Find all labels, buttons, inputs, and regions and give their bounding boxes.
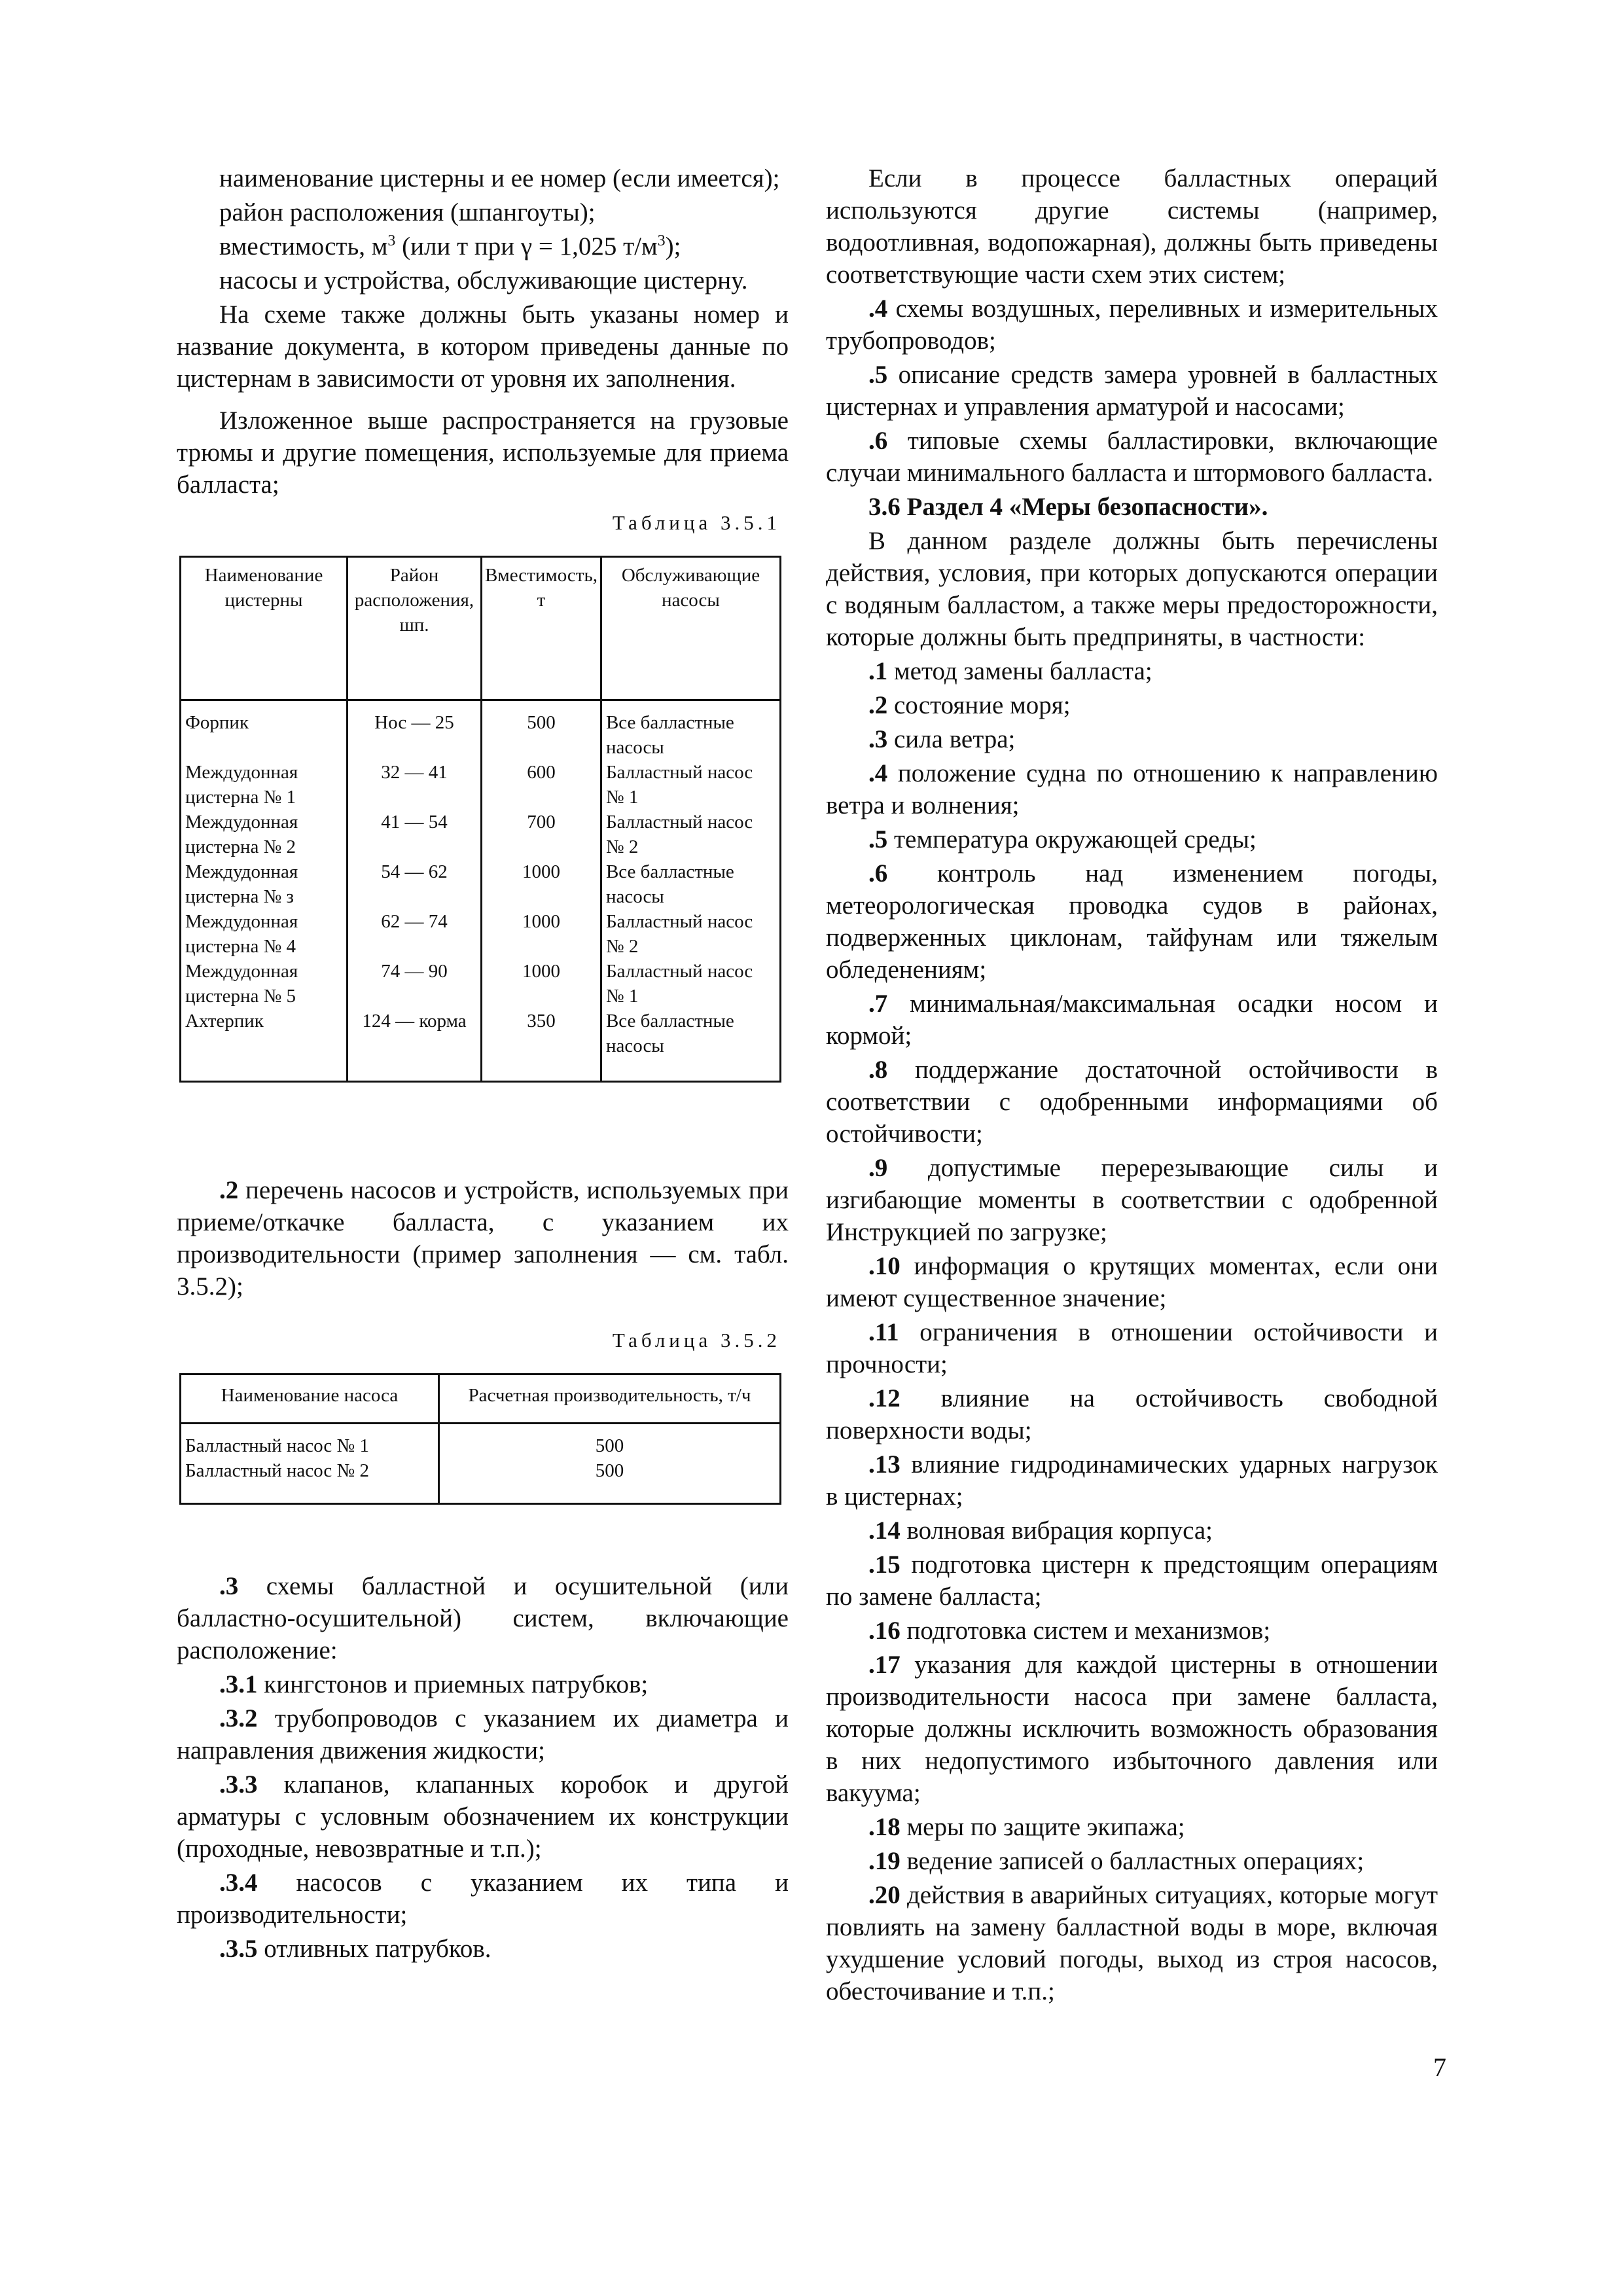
text-run: вместимость, м (219, 232, 388, 260)
list-item (177, 1933, 789, 1965)
item-text: минимальная/максимальная осадки носом и кормой; (826, 990, 1438, 1050)
heading-text: 3.6 Раздел 4 «Меры безопасности». (868, 493, 1268, 521)
cell-tank-name: Ахтерпик (181, 1009, 348, 1082)
table-caption: Таблица 3.5.1 (612, 511, 781, 534)
list-item (826, 1448, 1438, 1513)
item-text: ограничения в отношении остойчивости и прочности; (826, 1318, 1438, 1378)
item-number: .8 (868, 1056, 888, 1084)
item-number: .10 (868, 1252, 901, 1280)
item-text: типовые схемы балластировки, включающие случаи минимального балласта и штормового балласта. (826, 427, 1438, 487)
table-header-row (181, 557, 781, 700)
item-text: отливных патрубков. (257, 1935, 491, 1963)
cell-pumps: Балластный насос № 2 (601, 810, 780, 859)
column-header: Обслуживающие насосы (601, 557, 780, 700)
item-text: действия в аварийных ситуациях, которые могут повлиять на замену балластной воды в море, включая ухудшение условий погоды, выход из строя насосов, обесточивание и т.п.; (826, 1881, 1438, 2005)
item-text: допустимые перерезывающие силы и изгибающие моменты в соответствии с одобренной Инструкцией по загрузке; (826, 1154, 1438, 1246)
list-item (826, 988, 1438, 1052)
table-row (181, 959, 781, 1009)
sub-list (177, 1668, 789, 1965)
list-item (826, 1152, 1438, 1248)
pump-names: Балластный насос № 1 Балластный насос № 2 (181, 1424, 439, 1504)
cell-capacity: 600 (482, 760, 601, 810)
item-text: указания для каждой цистерны в отношении производительности насоса при замене балласта, которые должны исключить возможность образования в них недопустимого избыточного давления или вакуума; (826, 1651, 1438, 1807)
paragraph: Если в процессе балластных операций используются другие системы (например, водоотливная, водопожарная), должны быть приведены соответствующие части схем этих систем; (826, 164, 1438, 289)
item-text: поддержание достаточной остойчивости в соответствии с одобренными информациями об остойчивости; (826, 1056, 1438, 1148)
table-row (181, 859, 781, 909)
item-number: .1 (868, 657, 888, 685)
list-item (826, 1515, 1438, 1547)
list-item (826, 1250, 1438, 1314)
cell-area: 32 — 41 (348, 760, 482, 810)
left-column (177, 162, 789, 1967)
item-text: сила ветра; (887, 725, 1016, 753)
tank-table (179, 556, 781, 1083)
list-item (826, 359, 1438, 423)
list-item (177, 1668, 789, 1700)
column-header: Наименование насоса (181, 1374, 439, 1424)
item-number: .17 (868, 1651, 901, 1679)
item-text: контроль над изменением погоды, метеорологическая проводка судов в районах, подверженных циклонам, тайфунам или тяжелым обледенениям; (826, 859, 1438, 984)
list-item (826, 425, 1438, 489)
cell-area: 74 — 90 (348, 959, 482, 1009)
paragraph (177, 162, 789, 194)
list-item (826, 1845, 1438, 1877)
item-text: волновая вибрация корпуса; (900, 1516, 1213, 1545)
cell-area: 62 — 74 (348, 909, 482, 959)
item-number: .14 (868, 1516, 901, 1545)
item-number: .18 (868, 1813, 901, 1841)
paragraph: район расположения (шпангоуты); (219, 198, 596, 226)
cell-tank-name: Междудонная цистерна № 1 (181, 760, 348, 810)
item-text: меры по защите экипажа; (900, 1813, 1185, 1841)
item-text: схемы воздушных, переливных и измерительных трубопроводов; (826, 295, 1438, 355)
section-heading (826, 491, 1438, 523)
table-row (181, 760, 781, 810)
item-number: .5 (868, 825, 888, 853)
list-item (826, 1811, 1438, 1843)
superscript: 3 (387, 232, 396, 249)
table-row (181, 700, 781, 761)
cell-capacity: 350 (482, 1009, 601, 1082)
paragraph: На схеме также должны быть указаны номер и название документа, в котором приведены данные по цистернам в зависимости от уровня их заполнения. (177, 300, 789, 393)
item-number: .12 (868, 1384, 901, 1412)
item-number: .3 (868, 725, 888, 753)
cell-tank-name: Междудонная цистерна № 2 (181, 810, 348, 859)
pump-capacities: 500 500 (439, 1424, 781, 1504)
cell-area: 41 — 54 (348, 810, 482, 859)
list-item (826, 1382, 1438, 1446)
cell-pumps: Балластный насос № 1 (601, 760, 780, 810)
item-text: трубопроводов с указанием их диаметра и направления движения жидкости; (177, 1704, 789, 1765)
list-item (177, 1768, 789, 1865)
item-text: подготовка систем и механизмов; (900, 1617, 1271, 1645)
pump-table (179, 1373, 781, 1505)
item-text: информация о крутящих моментах, если они имеют существенное значение; (826, 1252, 1438, 1312)
paragraph: насосы и устройства, обслуживающие цистерну. (219, 266, 748, 295)
table-header-row (181, 1374, 781, 1424)
cell-area: 124 — корма (348, 1009, 482, 1082)
cell-capacity: 1000 (482, 959, 601, 1009)
cell-capacity: 500 (482, 700, 601, 761)
column-header: Наименование цистерны (181, 557, 348, 700)
table-row (181, 909, 781, 959)
item-text: схемы балластной и осушительной (или балластно-осушительной) систем, включающие расположение: (177, 1572, 789, 1664)
list-item (177, 1570, 789, 1666)
item-text: ведение записей о балластных операциях; (900, 1847, 1364, 1875)
list-item (826, 1879, 1438, 2007)
text-run: ); (665, 232, 681, 260)
cell-tank-name: Междудонная цистерна № з (181, 859, 348, 909)
item-text: состояние моря; (887, 691, 1071, 719)
item-number: .3.5 (219, 1935, 258, 1963)
item-text: влияние гидродинамических ударных нагрузок в цистернах; (826, 1450, 1438, 1511)
item-text: перечень насосов и устройств, используемых при приеме/откачке балласта, с указанием их производительности (пример заполнения — см. табл. 3.5.2); (177, 1176, 789, 1300)
table-row (181, 810, 781, 859)
table-row (181, 1424, 781, 1504)
cell-pumps: Балластный насос № 1 (601, 959, 780, 1009)
cell-tank-name: Форпик (181, 700, 348, 761)
item-number: .19 (868, 1847, 901, 1875)
item-list (826, 655, 1438, 2007)
tank-name-line: наименование цистерны и ее номер (если имеется); (219, 164, 780, 192)
item-number: .9 (868, 1154, 888, 1182)
superscript: 3 (657, 232, 666, 249)
item-number: .3.1 (219, 1670, 258, 1698)
item-number: .11 (868, 1318, 899, 1346)
item-text: метод замены балласта; (887, 657, 1152, 685)
item-number: .5 (868, 361, 888, 389)
cell-tank-name: Междудонная цистерна № 5 (181, 959, 348, 1009)
item-text: насосов с указанием их типа и производительности; (177, 1869, 789, 1929)
cell-pumps: Все балластные насосы (601, 700, 780, 761)
cell-pumps: Все балластные насосы (601, 1009, 780, 1082)
item-text: влияние на остойчивость свободной поверхности воды; (826, 1384, 1438, 1444)
item-number: .4 (868, 295, 888, 323)
item-number: .13 (868, 1450, 901, 1479)
list-item (826, 1649, 1438, 1809)
column-header: Вместимость, т (482, 557, 601, 700)
cell-pumps: Балластный насос № 2 (601, 909, 780, 959)
paragraph: Изложенное выше распространяется на грузовые трюмы и другие помещения, используемые для приема балласта; (177, 406, 789, 499)
item-text: кингстонов и приемных патрубков; (257, 1670, 649, 1698)
table-row (181, 1009, 781, 1082)
item-number: .6 (868, 427, 888, 455)
item-text: описание средств замера уровней в балластных цистернах и управления арматурой и насосами; (826, 361, 1438, 421)
item-number: .3.3 (219, 1770, 258, 1799)
list-item (826, 1549, 1438, 1613)
cell-capacity: 1000 (482, 909, 601, 959)
item-text: клапанов, клапанных коробок и другой арматуры с условным обозначением их конструкции (проходные, невозвратные и т.п.); (177, 1770, 789, 1863)
list-item (826, 1316, 1438, 1380)
list-item (177, 1867, 789, 1931)
item-number: .3.4 (219, 1869, 258, 1897)
item-text: подготовка цистерн к предстоящим операциям по замене балласта; (826, 1551, 1438, 1611)
list-item (177, 1174, 789, 1302)
list-item (826, 293, 1438, 357)
list-item (177, 1702, 789, 1767)
item-number: .20 (868, 1881, 901, 1909)
item-number: .7 (868, 990, 888, 1018)
list-item (826, 655, 1438, 687)
item-text: положение судна по отношению к направлению ветра и волнения; (826, 759, 1438, 819)
item-number: .6 (868, 859, 888, 888)
cell-capacity: 1000 (482, 859, 601, 909)
item-text: температура окружающей среды; (887, 825, 1257, 853)
capacity-paragraph (177, 230, 789, 262)
item-number: .16 (868, 1617, 901, 1645)
text-run: (или т при γ = 1,025 т/м (395, 232, 658, 260)
list-item (826, 757, 1438, 821)
list-item (826, 1615, 1438, 1647)
item-number: .15 (868, 1551, 901, 1579)
cell-tank-name: Междудонная цистерна № 4 (181, 909, 348, 959)
item-number: .3.2 (219, 1704, 258, 1732)
cell-capacity: 700 (482, 810, 601, 859)
list-item (826, 857, 1438, 986)
right-column (826, 162, 1438, 2009)
list-item (826, 689, 1438, 721)
item-number: .3 (219, 1572, 239, 1600)
paragraph: В данном разделе должны быть перечислены действия, условия, при которых допускаются операции с водяным балластом, а также меры предосторожности, которые должны быть предприняты, в частности: (826, 527, 1438, 651)
page-number: 7 (1433, 2053, 1446, 2082)
cell-pumps: Все балластные насосы (601, 859, 780, 909)
item-number: .4 (868, 759, 888, 787)
item-number: .2 (868, 691, 888, 719)
column-header: Район расположения, шп. (348, 557, 482, 700)
item-number: .2 (219, 1176, 239, 1204)
list-item (826, 723, 1438, 755)
cell-area: 54 — 62 (348, 859, 482, 909)
list-item (826, 823, 1438, 855)
cell-area: Нос — 25 (348, 700, 482, 761)
column-header: Расчетная производительность, т/ч (439, 1374, 781, 1424)
table-caption: Таблица 3.5.2 (612, 1329, 781, 1352)
item-list (826, 293, 1438, 489)
table-body (181, 700, 781, 1082)
list-item (826, 1054, 1438, 1150)
